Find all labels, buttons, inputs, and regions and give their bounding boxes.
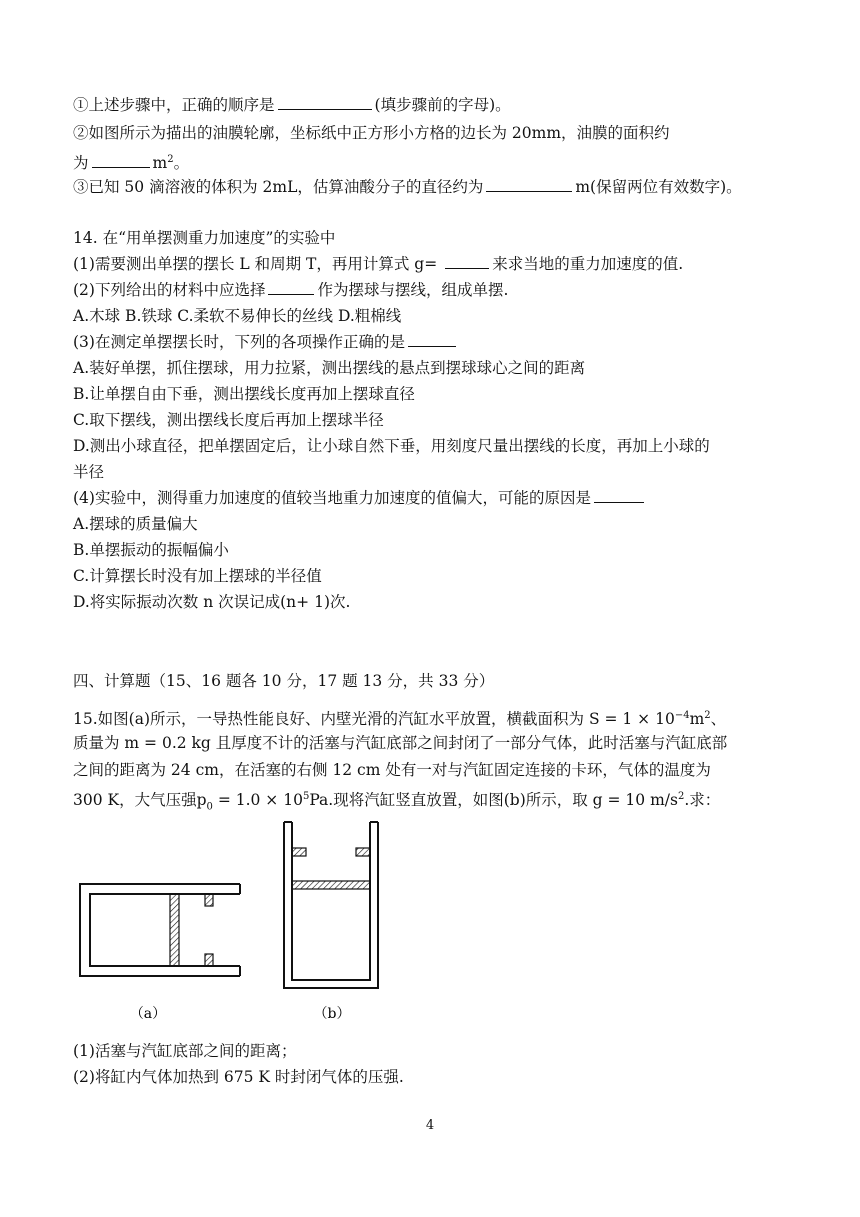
page-number: 4: [425, 1118, 435, 1133]
q14-part3-option-d-cont: 半径: [73, 463, 105, 481]
stop-ring: [205, 954, 213, 966]
q14-part3: (3)在测定单摆摆长时，下列的各项操作正确的是: [73, 331, 459, 353]
q13-part2-cont: 为 $m^2$。: [73, 154, 190, 173]
answer-blank: [445, 253, 489, 269]
q14-title: 14. 在“用单摆测重力加速度”的实验中: [73, 229, 336, 247]
figure-a-label: （a）: [129, 1006, 167, 1022]
stop-ring: [292, 848, 306, 856]
q15-line1: 15.如图(a)所示，一导热性能良好、内壁光滑的汽缸水平放置，横截面积为 $S = 1 \times 10^{-4}m^2$、: [73, 710, 727, 729]
answer-blank: [594, 487, 644, 503]
q14-part2-options: A.木球 B.铁球 C.柔软不易伸长的丝线 D.粗棉线: [73, 307, 402, 325]
answer-blank: [92, 152, 150, 168]
figure-b-label: （b）: [313, 1006, 351, 1022]
q14-part4-option-b: B.单摆振动的振幅偏小: [73, 541, 229, 559]
stop-ring: [356, 848, 370, 856]
q14-part3-option-c: C.取下摆线，测出摆线长度后再加上摆球半径: [73, 411, 384, 429]
section-heading: 四、计算题（15、16 题各 10 分，17 题 13 分，共 33 分）: [73, 672, 495, 690]
q13-part2: ②如图所示为描出的油膜轮廓，坐标纸中正方形小方格的边长为 20mm，油膜的面积约: [73, 124, 670, 142]
answer-blank: [268, 279, 314, 295]
q15-line2: 质量为 m = 0.2 kg 且厚度不计的活塞与汽缸底部之间封闭了一部分气体，此时活塞与汽缸底部: [73, 734, 728, 752]
q15-sub2: (2)将缸内气体加热到 675 K 时封闭气体的压强.: [73, 1068, 404, 1086]
q14-part2: (2)下列给出的材料中应选择 作为摆球与摆线，组成单摆.: [73, 281, 509, 299]
answer-blank: [408, 331, 456, 347]
q14-part4: (4)实验中，测得重力加速度的值较当地重力加速度的值偏大，可能的原因是: [73, 487, 647, 509]
q14-part3-option-a: A.装好单摆，抓住摆球，用力拉紧，测出摆线的悬点到摆球球心之间的距离: [73, 359, 586, 377]
q13-part3: ③已知 50 滴溶液的体积为 2mL，估算油酸分子的直径约为 m(保留两位有效数字)。: [73, 178, 742, 196]
q14-part1: (1)需要测出单摆的摆长 L 和周期 T，再用计算式 g= 来求当地的重力加速度的值.: [73, 255, 684, 273]
cylinder-figures: [60, 818, 390, 1028]
answer-blank: [278, 94, 372, 110]
q14-part3-option-d: D.测出小球直径，把单摆固定后，让小球自然下垂，用刻度尺量出摆线的长度，再加上小球的: [73, 437, 710, 455]
stop-ring: [205, 894, 213, 906]
q14-part3-option-b: B.让单摆自由下垂，测出摆线长度再加上摆球直径: [73, 385, 415, 403]
q15-sub1: (1)活塞与汽缸底部之间的距离；: [73, 1042, 297, 1060]
q14-part4-option-c: C.计算摆长时没有加上摆球的半径值: [73, 567, 322, 585]
q14-part4-option-a: A.摆球的质量偏大: [73, 515, 198, 533]
piston-b: [292, 881, 370, 889]
q15-line3: 之间的距离为 24 cm，在活塞的右侧 12 cm 处有一对与汽缸固定连接的卡环，气体的温度为: [73, 761, 711, 779]
figure-b-vertical-cylinder: [284, 822, 378, 988]
answer-blank: [486, 176, 572, 192]
piston-a: [170, 894, 179, 966]
q13-part1: ①上述步骤中，正确的顺序是 (填步骤前的字母)。: [73, 96, 511, 114]
q15-line4: 300 K，大气压强$p_0 = 1.0 \times 10^5Pa$.现将汽缸竖直放置，如图(b)所示，取 g = 10 $m/s^2$.求：: [73, 791, 721, 813]
figure-a-horizontal-cylinder: [80, 884, 240, 976]
q14-part4-option-d: D.将实际振动次数 n 次误记成(n+ 1)次.: [73, 593, 351, 611]
